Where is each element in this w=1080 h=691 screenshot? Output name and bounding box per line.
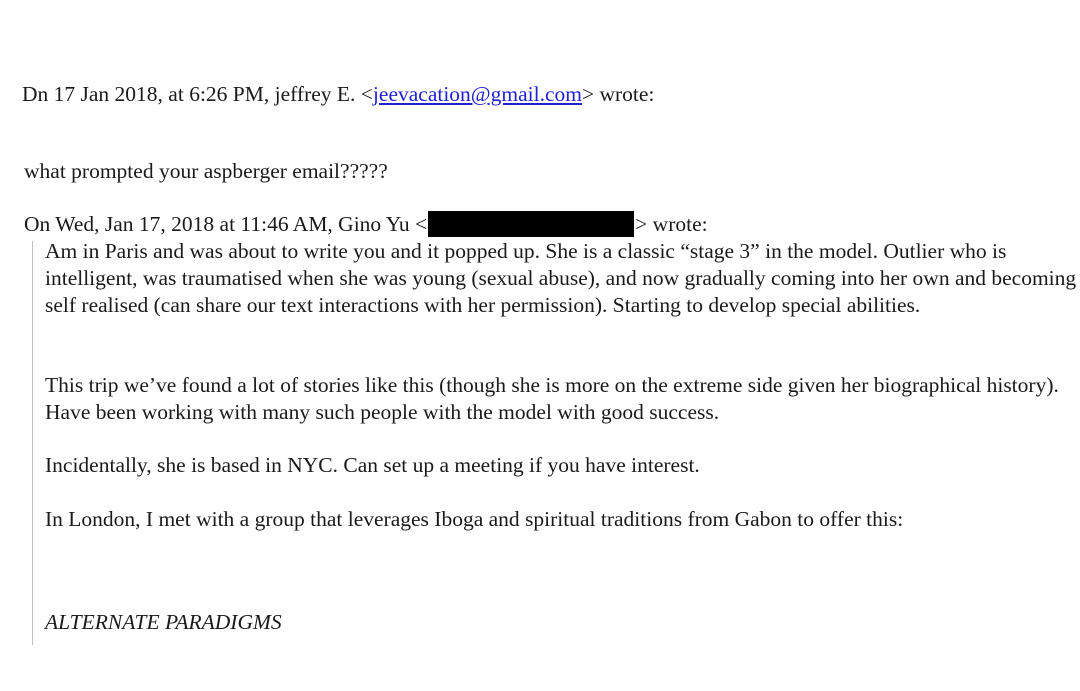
quoted-paragraph: Am in Paris and was about to write you and it popped up. She is a classic “stage 3” in the model. Outlier who is intelligent, was traumatised when she was young (sexual abuse), and now gradually coming into her own and becoming self realised (can share our text interactions with her permission). Starting to develop special abilities. <box>45 239 1077 317</box>
question-text: what prompted your aspberger email????? <box>24 159 388 183</box>
section-heading: ALTERNATE PARADIGMS <box>45 610 282 634</box>
redaction-box <box>428 211 634 237</box>
sender-email-link[interactable]: jeevacation@gmail.com <box>372 82 582 106</box>
quoted-paragraph: This trip we’ve found a lot of stories like this (though she is more on the extreme side given her biographical history). Have been working with many such people with the model with good success. <box>45 373 1059 424</box>
reply-header-prefix: On Wed, Jan 17, 2018 at 11:46 AM, Gino Yu < <box>24 212 428 236</box>
reply-header-suffix: > wrote: <box>635 212 708 236</box>
forward-header <box>22 81 654 108</box>
quoted-paragraph: In London, I met with a group that leverages Iboga and spiritual traditions from Gabon to offer this: <box>45 507 904 531</box>
forward-header-prefix: Dn 17 Jan 2018, at 6:26 PM, jeffrey E. < <box>22 82 373 106</box>
forward-header-suffix: > wrote: <box>581 82 655 106</box>
quote-bar <box>32 241 33 645</box>
quoted-paragraph: Incidentally, she is based in NYC. Can set up a meeting if you have interest. <box>45 453 700 477</box>
reply-header <box>24 211 708 238</box>
